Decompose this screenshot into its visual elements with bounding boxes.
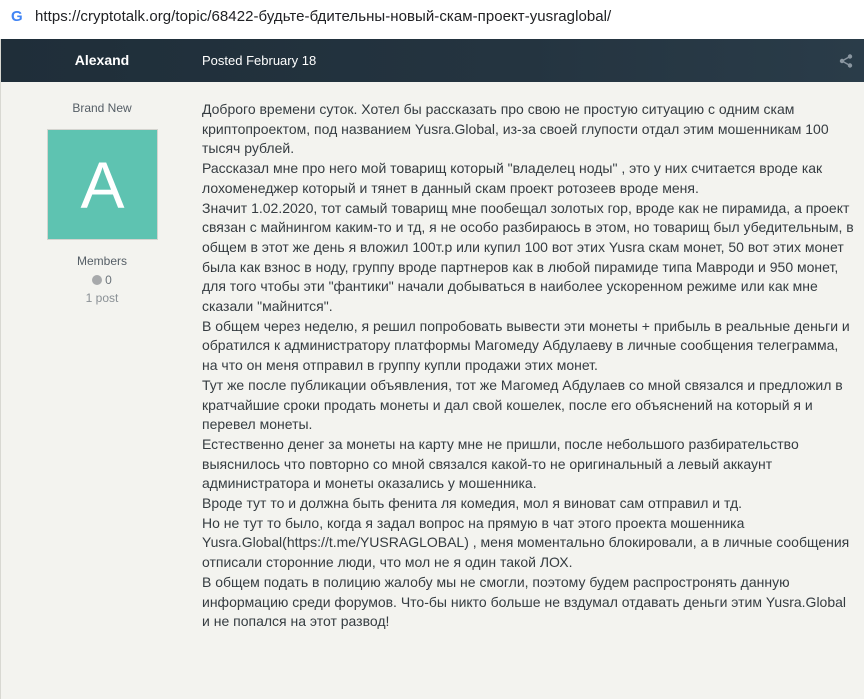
posted-date[interactable]: Posted February 18 (202, 53, 317, 68)
author-rank: Brand New (72, 101, 132, 115)
reputation-dot-icon (92, 275, 102, 285)
post-paragraph: Доброго времени суток. Хотел бы рассказать про свою не простую ситуацию с одним скам криптопроектом, под названием Yusra.Global, из-за своей глупости отдал этим мошенникам 100 тысяч рублей. (202, 101, 829, 157)
author-group: Members (76, 254, 127, 268)
post-paragraph: В общем подать в полицию жалобу мы не смогли, поэтому будем распростронять данную информацию среди форумов. Что-бы никто больше не вздумал отдавать деньги этим Yusra.Global и не попался на этот развод! (202, 573, 847, 630)
post-paragraph: Естественно денег за монеты на карту мне не пришли, после небольшого разбирательство выяснилось что повторно со мной связался какой-то не оригинальный а левый аккаунт администратора и монеты оказались у мошенника. (202, 435, 799, 492)
forum-post (0, 39, 864, 699)
author-name-link[interactable]: Alexand (74, 52, 130, 68)
url-text[interactable]: https://cryptotalk.org/topic/68422-будьте-бдительны-новый-скам-проект-yusraglobal/ (35, 8, 612, 25)
post-paragraph: Тут же после публикации объявления, тот же Магомед Абдулаев со мной связался и предложил в кратчайшие сроки продать монеты и дал свой кошелек, после его объяснений на который я и перевел монеты. (202, 376, 843, 433)
share-icon[interactable] (839, 54, 853, 68)
post-count: 1 post (85, 291, 119, 305)
reputation-badge (1, 273, 203, 287)
post-paragraph: Но не тут то было, когда я задал вопрос на прямую в чат этого проекта мошенника Yusra.Global(https://t.me/YUSRAGLOBAL) , меня моментально блокировали, а в личные сообщения отписали сторонние люди, что мол не я один такой ЛОХ. (202, 514, 850, 571)
browser-address-bar[interactable] (0, 0, 864, 36)
post-paragraph: Вроде тут то и должна быть фенита ля комедия, мол я виноват сам отправил и тд. (202, 495, 743, 512)
post-content (202, 100, 854, 632)
post-paragraph: Рассказал мне про него мой товарищ который "владелец ноды" , это у них считается вроде как лохоменеджер который и тянет в данный скам проект ротозеев вроде меня. (202, 160, 823, 196)
google-g-icon: G (11, 8, 23, 25)
post-header (1, 39, 864, 82)
avatar[interactable]: A (47, 129, 158, 240)
post-paragraph: В общем через неделю, я решил попробовать вывести эти монеты + прибыль в реальные деньги и обратился к администратору платформы Магомеду Абдулаеву в личные сообщения телеграмма, на что он меня отправил в группу купли продажи этих монет. (202, 317, 850, 374)
author-panel (1, 82, 203, 699)
post-paragraph: Значит 1.02.2020, тот самый товарищ мне пообещал золотых гор, вроде как не пирамида, а проект связан с майнингом каким-то и тд, я не особо разбираюсь в этом, но товарищ был убедительным, в общем в этот же день я вложил 100т.р или купил 100 вот этих Yusra скам монет, 50 вот этих монет была как взнос в ноду, группу вроде партнеров как в любой пирамиде типа Мавроди и 950 монет, для того чтобы эти "фантики" начали добываться в наиболее ускоренном режиме или как мне сказали "майнится". (202, 199, 854, 315)
reputation-value: 0 (105, 273, 112, 287)
